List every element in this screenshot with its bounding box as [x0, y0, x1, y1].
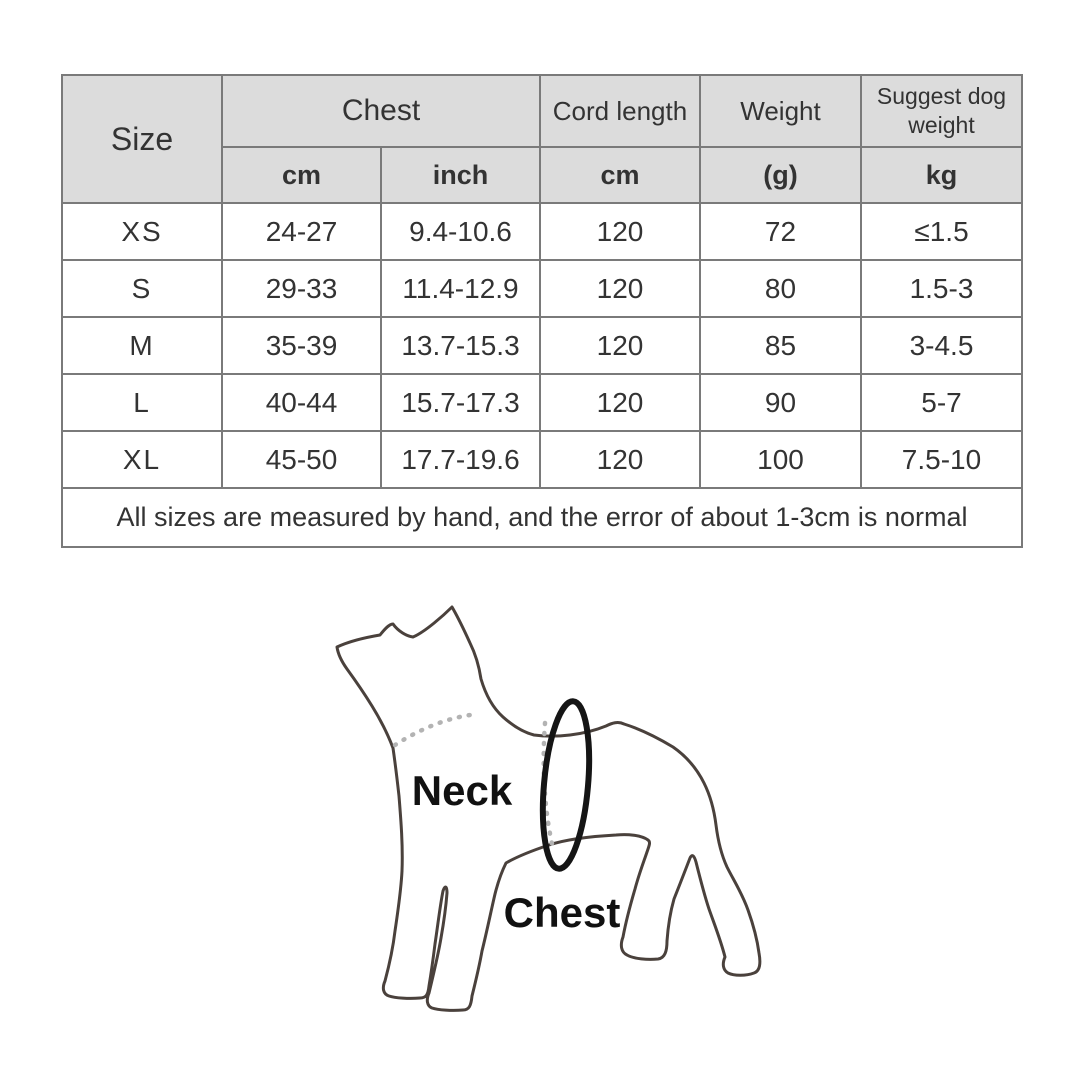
chest-inch-cell: 17.7-19.6 — [381, 431, 540, 488]
weight-cell: 72 — [700, 203, 861, 260]
col-header-chest: Chest — [222, 75, 540, 147]
weight-cell: 80 — [700, 260, 861, 317]
cord-length-cell: 120 — [540, 431, 700, 488]
col-header-weight: Weight — [700, 75, 861, 147]
size-cell: S — [62, 260, 222, 317]
col-header-size: Size — [62, 75, 222, 203]
chest-inch-cell: 15.7-17.3 — [381, 374, 540, 431]
chest-cm-cell: 45-50 — [222, 431, 381, 488]
neck-label: Neck — [411, 767, 513, 814]
cord-length-cell: 120 — [540, 374, 700, 431]
size-cell: XS — [62, 203, 222, 260]
dog-measurement-diagram — [0, 575, 1080, 1055]
suggest-weight-cell: 7.5-10 — [861, 431, 1022, 488]
col-header-cord-length: Cord length — [540, 75, 700, 147]
chest-inch-cell: 11.4-12.9 — [381, 260, 540, 317]
size-cell: L — [62, 374, 222, 431]
chest-cm-cell: 40-44 — [222, 374, 381, 431]
cord-length-cell: 120 — [540, 317, 700, 374]
unit-suggest-kg: kg — [861, 147, 1022, 203]
table-row-s — [62, 260, 1022, 317]
chest-cm-cell: 24-27 — [222, 203, 381, 260]
chest-cm-cell: 29-33 — [222, 260, 381, 317]
chest-inch-cell: 13.7-15.3 — [381, 317, 540, 374]
dog-outline — [337, 607, 760, 1010]
cord-length-cell: 120 — [540, 260, 700, 317]
size-cell: XL — [62, 431, 222, 488]
table-row-l — [62, 374, 1022, 431]
col-header-suggest-dog-weight: Suggest dog weight — [861, 75, 1022, 147]
weight-cell: 85 — [700, 317, 861, 374]
chest-label: Chest — [503, 889, 621, 936]
suggest-weight-cell: ≤1.5 — [861, 203, 1022, 260]
chest-inch-cell: 9.4-10.6 — [381, 203, 540, 260]
chest-cm-cell: 35-39 — [222, 317, 381, 374]
unit-weight-g: (g) — [700, 147, 861, 203]
dog-size-table — [61, 74, 1023, 548]
cord-length-cell: 120 — [540, 203, 700, 260]
measurement-note: All sizes are measured by hand, and the error of about 1-3cm is normal — [62, 488, 1022, 547]
suggest-weight-cell: 1.5-3 — [861, 260, 1022, 317]
table-row-xl — [62, 431, 1022, 488]
size-cell: M — [62, 317, 222, 374]
table-row-m — [62, 317, 1022, 374]
weight-cell: 100 — [700, 431, 861, 488]
suggest-weight-cell: 5-7 — [861, 374, 1022, 431]
table-row-xs — [62, 203, 1022, 260]
suggest-weight-cell: 3-4.5 — [861, 317, 1022, 374]
weight-cell: 90 — [700, 374, 861, 431]
unit-chest-cm: cm — [222, 147, 381, 203]
unit-cord-cm: cm — [540, 147, 700, 203]
unit-chest-inch: inch — [381, 147, 540, 203]
